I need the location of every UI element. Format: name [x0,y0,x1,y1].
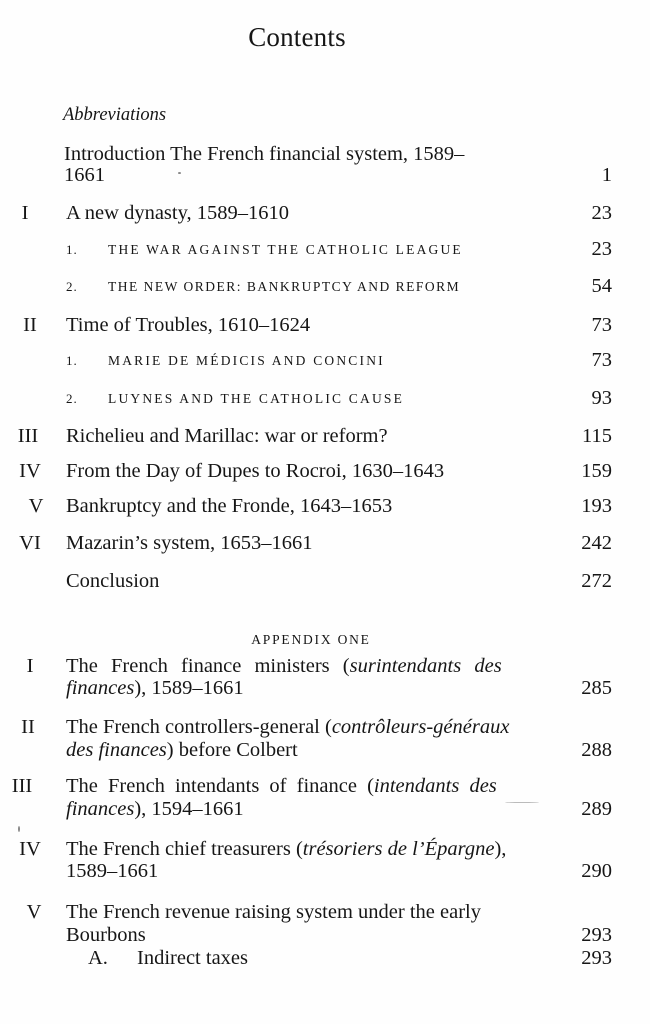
page-number: 54 [591,275,612,297]
appendix-title-line1: The French revenue raising system under the early [66,901,481,923]
scan-speck [178,172,181,174]
page-number: 285 [581,677,612,699]
chapter-number: II [23,314,37,336]
section-title: THE WAR AGAINST THE CATHOLIC LEAGUE [108,242,463,257]
chapter-number: I [21,202,29,224]
page-number: 288 [581,739,612,761]
appendix-title-line2 [66,798,554,821]
appendix-number: V [26,901,42,923]
appendix-text: The French chief treasurers ( [66,838,303,860]
appendix-text-italic: finances [66,677,135,699]
introduction-label: Introduction [64,143,166,165]
appendix-title-line2 [66,739,554,762]
appendix-title-line1 [66,775,554,798]
page-number: 115 [582,425,612,447]
appendix-text-italic: contrôleurs-généraux [331,716,510,738]
appendix-text-italic: trésoriers de l’Épargne [302,838,495,860]
introduction-title: The French financial system, 1589– [170,143,465,165]
appendix-title-line1 [66,838,554,861]
chapter-number: III [17,425,39,447]
appendix-number: IV [19,838,41,860]
page-number: 290 [581,860,612,882]
chapter-title: A new dynasty, 1589–1610 [66,202,290,224]
appendix-text: The French finance ministers ( [66,655,350,677]
chapter-title: Time of Troubles, 1610–1624 [66,314,311,336]
appendix-text: ), [494,838,507,860]
page-number: 73 [591,314,612,336]
page-number: 293 [581,924,612,946]
page-number: 23 [591,238,612,260]
page-title: Contents [248,22,346,52]
page-number: 193 [581,495,612,517]
page-number: 159 [581,460,612,482]
section-number: 1. [66,242,78,257]
section-title: LUYNES AND THE CATHOLIC CAUSE [108,391,405,406]
appendix-sub-title: Indirect taxes [137,947,248,969]
appendix-text: ) before Colbert [166,739,298,761]
section-number: 1. [66,353,78,368]
page-number: 289 [581,798,612,820]
chapter-number: V [28,495,44,517]
appendix-text: ), 1594–1661 [134,798,244,820]
introduction-line2: 1661 [64,164,105,186]
section-title: THE NEW ORDER: BANKRUPTCY AND REFORM [108,279,461,294]
conclusion-title: Conclusion [66,570,160,592]
appendix-number: III [11,775,33,797]
appendix-text: The French intendants of finance ( [66,775,374,797]
introduction-line1 [64,143,552,166]
appendix-text: ), 1589–1661 [134,677,244,699]
section-number: 2. [66,279,78,294]
appendix-title-line1 [66,716,554,739]
appendix-title-line2 [66,677,554,700]
scan-speck [18,826,20,832]
page-number: 1 [601,164,612,186]
appendix-text-italic: finances [66,798,135,820]
appendix-number: II [21,716,35,738]
abbreviations-label: Abbreviations [63,105,167,125]
appendix-text-italic: surintendants des [349,655,502,677]
chapter-title: Bankruptcy and the Fronde, 1643–1653 [66,495,393,517]
scan-mark [505,802,539,803]
appendix-heading: APPENDIX ONE [251,632,371,647]
page-number: 73 [591,349,612,371]
appendix-text-italic: des finances [66,739,167,761]
appendix-text: The French controllers-general ( [66,716,332,738]
appendix-text-italic: intendants des [373,775,497,797]
section-number: 2. [66,391,78,406]
chapter-number: IV [19,460,41,482]
chapter-title: Mazarin’s system, 1653–1661 [66,532,313,554]
page-number: 23 [591,202,612,224]
page-number: 242 [581,532,612,554]
chapter-number: VI [19,532,41,554]
chapter-title: From the Day of Dupes to Rocroi, 1630–1643 [66,460,445,482]
chapter-title: Richelieu and Marillac: war or reform? [66,425,388,447]
page-number: 272 [581,570,612,592]
section-title: MARIE DE MÉDICIS AND CONCINI [108,353,385,368]
page-number: 93 [591,387,612,409]
appendix-sub-number: A. [88,947,108,969]
page-number: 293 [581,947,612,969]
appendix-number: I [26,655,34,677]
appendix-title-line1 [66,655,554,678]
appendix-title-line2: Bourbons [66,924,146,946]
appendix-title-line2: 1589–1661 [66,860,159,882]
